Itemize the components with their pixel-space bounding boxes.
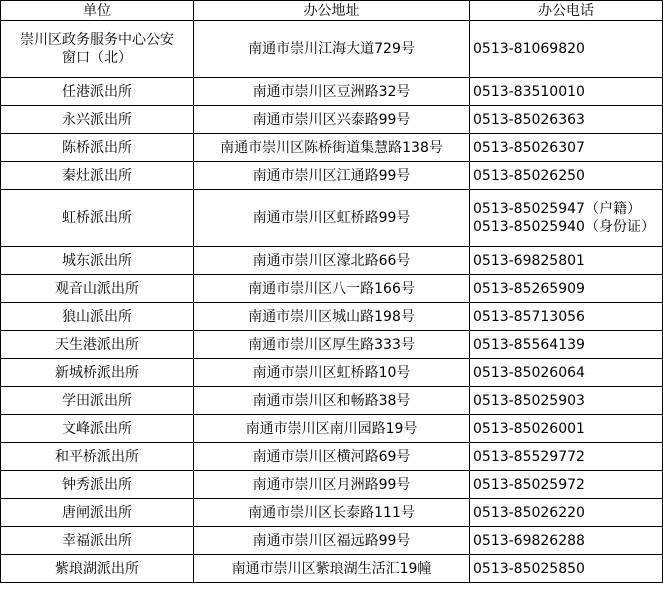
address-cell: 南通市崇川区豆洲路32号 [194,78,470,106]
table-row [1,527,663,555]
phone-number: 0513-69825801 [473,252,585,269]
phone-number: 0513-85026307 [473,139,585,156]
unit-cell [1,527,194,555]
unit-cell [1,415,194,443]
unit-cell [1,331,194,359]
table-header-row [1,1,663,21]
phone-cell [470,21,663,78]
table-row [1,275,663,303]
unit-name: 陈桥派出所 [62,139,132,156]
unit-name: 文峰派出所 [62,420,132,437]
phone-cell [470,527,663,555]
phone-number: 0513-81069820 [473,41,585,57]
unit-name: 天生港派出所 [55,336,139,353]
header-address: 办公地址 [194,1,470,21]
phone-number: 0513-85025947（户籍） [473,201,641,217]
phone-cell [470,162,663,190]
unit-name: 新城桥派出所 [55,364,139,381]
address-cell: 南通市崇川区和畅路38号 [194,387,470,415]
unit-name: 紫琅湖派出所 [55,560,139,577]
unit-cell [1,190,194,247]
table-row [1,303,663,331]
phone-cell [470,78,663,106]
table-row [1,190,663,247]
table-row [1,499,663,527]
table-row [1,387,663,415]
table-row [1,106,663,134]
unit-name: 观音山派出所 [55,280,139,297]
table-row [1,134,663,162]
phone-cell [470,387,663,415]
table-row [1,359,663,387]
table-row [1,162,663,190]
unit-name: 钟秀派出所 [62,476,132,493]
table-row [1,415,663,443]
phone-cell [470,134,663,162]
address-cell: 南通市崇川区月洲路99号 [194,471,470,499]
phone-number: 0513-85025850 [473,560,585,577]
phone-number: 0513-85025972 [473,476,585,493]
unit-name: 唐闸派出所 [62,504,132,521]
table-row [1,331,663,359]
table-row [1,443,663,471]
unit-name: 任港派出所 [62,83,132,100]
address-cell: 南通市崇川区八一路166号 [194,275,470,303]
address-cell: 南通市崇川区厚生路333号 [194,331,470,359]
phone-number: 0513-85265909 [473,280,585,297]
unit-cell [1,275,194,303]
phone-cell [470,443,663,471]
address-cell: 南通市崇川区兴泰路99号 [194,106,470,134]
unit-cell [1,162,194,190]
phone-number: 0513-85026250 [473,167,585,184]
unit-name: 永兴派出所 [62,111,132,128]
table-row [1,78,663,106]
table-row [1,555,663,583]
unit-name: 学田派出所 [62,392,132,409]
table-row [1,21,663,78]
unit-cell [1,134,194,162]
address-cell: 南通市崇川江海大道729号 [194,21,470,78]
unit-cell [1,443,194,471]
address-cell: 南通市崇川区江通路99号 [194,162,470,190]
phone-cell [470,106,663,134]
address-cell: 南通市崇川区城山路198号 [194,303,470,331]
unit-cell [1,247,194,275]
phone-cell [470,303,663,331]
address-cell: 南通市崇川区濠北路66号 [194,247,470,275]
unit-cell [1,359,194,387]
address-cell: 南通市崇川区陈桥街道集慧路138号 [194,134,470,162]
unit-cell [1,106,194,134]
unit-cell [1,555,194,583]
table-body [1,21,663,583]
phone-cell [470,190,663,247]
table-row [1,247,663,275]
address-cell: 南通市崇川区福远路99号 [194,527,470,555]
phone-number: 0513-85025903 [473,392,585,409]
phone-cell [470,555,663,583]
phone-cell [470,331,663,359]
unit-name: 狼山派出所 [62,308,132,325]
address-cell: 南通市崇川区南川园路19号 [194,415,470,443]
unit-name: 崇川区政务服务中心公安 [20,32,174,48]
phone-cell [470,415,663,443]
phone-number: 0513-69826288 [473,532,585,549]
unit-name: 虹桥派出所 [62,210,132,226]
address-cell: 南通市崇川区紫琅湖生活汇19幢 [194,555,470,583]
phone-number: 0513-85026363 [473,111,585,128]
phone-cell [470,275,663,303]
unit-name: 窗口（北） [62,50,132,66]
unit-cell [1,21,194,78]
phone-number: 0513-85026220 [473,504,585,521]
phone-cell [470,499,663,527]
unit-cell [1,78,194,106]
phone-cell [470,471,663,499]
address-cell: 南通市崇川区长泰路111号 [194,499,470,527]
unit-name: 幸福派出所 [62,532,132,549]
unit-name: 城东派出所 [62,252,132,269]
header-unit: 单位 [1,1,194,21]
unit-name: 和平桥派出所 [55,448,139,465]
phone-number: 0513-85026064 [473,364,585,381]
unit-cell [1,303,194,331]
phone-cell [470,359,663,387]
unit-name: 秦灶派出所 [62,167,132,184]
phone-number: 0513-85564139 [473,336,585,353]
phone-number: 0513-85025940（身份证） [473,219,655,235]
address-cell: 南通市崇川区横河路69号 [194,443,470,471]
phone-number: 0513-85713056 [473,308,585,325]
unit-cell [1,471,194,499]
phone-number: 0513-85529772 [473,448,585,465]
unit-cell [1,499,194,527]
address-cell: 南通市崇川区虹桥路10号 [194,359,470,387]
phone-number: 0513-85026001 [473,420,585,437]
header-phone: 办公电话 [470,1,663,21]
phone-cell [470,247,663,275]
unit-cell [1,387,194,415]
address-cell: 南通市崇川区虹桥路99号 [194,190,470,247]
phone-number: 0513-83510010 [473,83,585,100]
table-row [1,471,663,499]
